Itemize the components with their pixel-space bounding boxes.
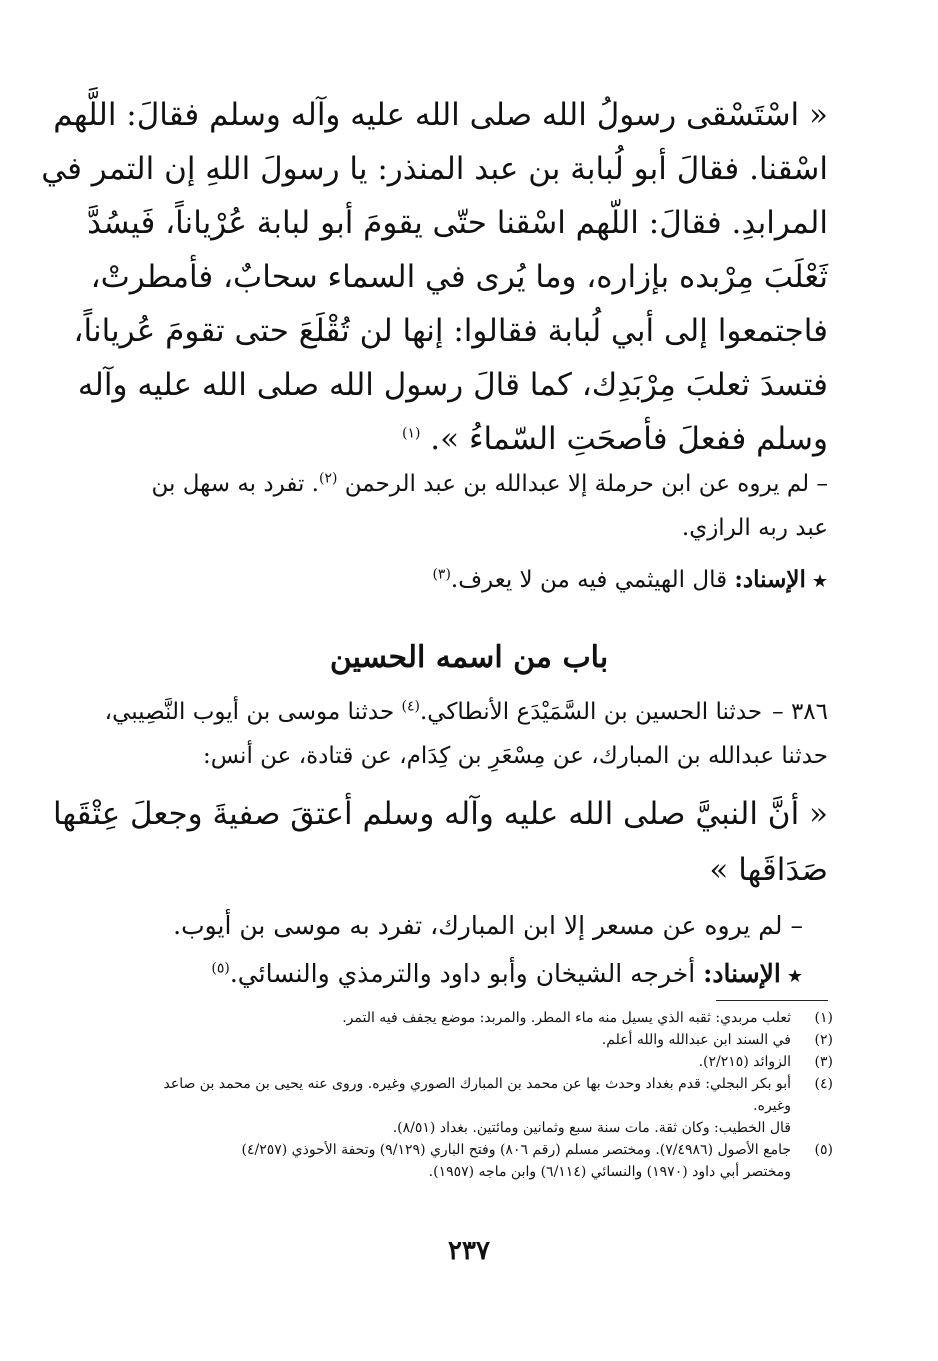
- note-line: [130, 462, 828, 506]
- footnote-text: [140, 1029, 791, 1051]
- footnote-line: قال الخطيب: وكان ثقة. مات سنة سبع وثمانين ومائتين. بغداد (٨/٥١).: [392, 1120, 791, 1136]
- hadith-line: وسلم ففعلَ فأصحَتِ السّماءُ ».: [430, 421, 828, 457]
- hadith-number: ٣٨٦ –: [772, 699, 828, 725]
- hadith-line: اسْقنا. فقالَ أبو لُبابة بن عبد المنذر: يا رسولَ اللهِ إن التمر في: [41, 151, 828, 187]
- hadith-text: [41, 88, 828, 466]
- footnote-number: (٥): [814, 1142, 833, 1158]
- footnote-number: (٤): [814, 1076, 833, 1092]
- footnote-number: (١): [814, 1010, 833, 1026]
- hadith-line: فاجتمعوا إلى أبي لُبابة فقالوا: إنها لن تُقْلَعَ حتى تقومَ عُرياناً،: [73, 313, 828, 349]
- footnote: [140, 1139, 833, 1183]
- footnote-text: [140, 1007, 791, 1029]
- star-icon: ★: [786, 966, 803, 987]
- footnote-line: في السند ابن عبدالله والله أعلم.: [601, 1032, 791, 1048]
- chain-text: حدثنا الحسين بن السَّمَيْدَع الأنطاكي.: [419, 699, 763, 725]
- note-line: – لم يروه عن مسعر إلا ابن المبارك، تفرد به موسى بن أيوب.: [173, 911, 803, 940]
- hadith-line: « اسْتَسْقى رسولُ الله صلى الله عليه وآله وسلم فقالَ: اللَّهم: [53, 97, 828, 133]
- footnote-line: الزوائد (٢/٢١٥).: [698, 1054, 791, 1070]
- page-number: ٢٣٧: [448, 1236, 490, 1266]
- isnad-label: الإسناد:: [703, 959, 781, 988]
- matn-line: صَدَاقَها »: [709, 852, 828, 888]
- footnote-text: [140, 1139, 791, 1183]
- hadith-386-chain: [104, 690, 828, 778]
- footnote-line: جامع الأصول (٧/٤٩٨٦). ومختصر مسلم (رقم ٨٠٦) وفتح الباري (٩/١٢٩) وتحفة الأحوذي (٤/٢٥٧): [241, 1142, 791, 1158]
- hadith-line: المرابدِ. فقالَ: اللّهم اسْقنا حتّى يقومَ أبو لبابة عُرْياناً، فَيسُدَّ: [87, 205, 828, 241]
- chain-line: حدثنا عبدالله بن المبارك، عن مِسْعَرِ بن كِدَام، عن قتادة، عن أنس:: [202, 743, 828, 769]
- isnad-text: أخرجه الشيخان وأبو داود والترمذي والنسائي.: [229, 959, 696, 988]
- footnote: [140, 1051, 833, 1073]
- footnote: [140, 1029, 833, 1051]
- section-heading: باب من اسمه الحسين: [329, 640, 609, 675]
- matn-line: « أنَّ النبيَّ صلى الله عليه وآله وسلم أعتقَ صفيةَ وجعلَ عِتْقَها: [52, 796, 828, 832]
- hadith-line: ثَعْلَبَ مِرْبده بإزاره، وما يُرى في السماء سحابٌ، فأمطرتْ،: [90, 259, 828, 295]
- isnad-text: قال الهيثمي فيه من لا يعرف.: [450, 567, 728, 593]
- footnote-divider: [716, 1000, 828, 1001]
- narration-note-2: [130, 902, 803, 1001]
- note-text-end: . تفرد به سهل بن: [151, 471, 319, 497]
- footnote-ref: (١): [401, 425, 421, 442]
- footnote-number: (٣): [814, 1054, 833, 1070]
- isnad-label: الإسناد:: [734, 566, 806, 593]
- footnote-ref: (٥): [211, 960, 230, 977]
- footnote: [140, 1007, 833, 1029]
- note-text: – لم يروه عن ابن حرملة إلا عبدالله بن عبد الرحمن: [344, 471, 828, 497]
- footnotes: [140, 1007, 833, 1183]
- isnad-line: [130, 950, 803, 1001]
- hadith-386-text: [52, 786, 828, 898]
- footnote-text: [140, 1051, 791, 1073]
- footnote-number: (٢): [814, 1032, 833, 1048]
- hadith-line: فتسدَ ثعلبَ مِرْبَدِك، كما قالَ رسول الله صلى الله عليه وآله: [77, 367, 828, 403]
- footnote-text: [140, 1073, 791, 1139]
- footnote-line: أبو بكر البجلي: قدم بغداد وحدث بها عن محمد بن المبارك الصوري وغيره. وروى عنه يحيى بن محمد بن صاعد: [163, 1076, 791, 1092]
- footnote-ref: (٣): [432, 566, 451, 583]
- footnote-line: ومختصر أبي داود (١٩٧٠) والنسائي (٦/١١٤) وابن ماجه (١٩٥٧).: [428, 1164, 791, 1180]
- footnote-line: ثعلب مربدي: ثقبه الذي يسيل منه ماء المطر. والمربد: موضع يجفف فيه التمر.: [342, 1010, 791, 1026]
- chain-text: حدثنا موسى بن أيوب النَّصِيبي،: [104, 699, 395, 725]
- narration-note: [130, 462, 828, 550]
- footnote-ref: (٤): [401, 698, 420, 715]
- hadith-line-last: [130, 412, 828, 466]
- footnote-ref: (٢): [318, 470, 338, 487]
- isnad-line: [130, 560, 828, 602]
- note-line: عبد ربه الرازي.: [681, 515, 828, 541]
- star-icon: ★: [811, 571, 828, 592]
- footnote: [140, 1073, 833, 1139]
- footnote-line: وغيره.: [753, 1098, 791, 1114]
- chain-line: [104, 690, 828, 734]
